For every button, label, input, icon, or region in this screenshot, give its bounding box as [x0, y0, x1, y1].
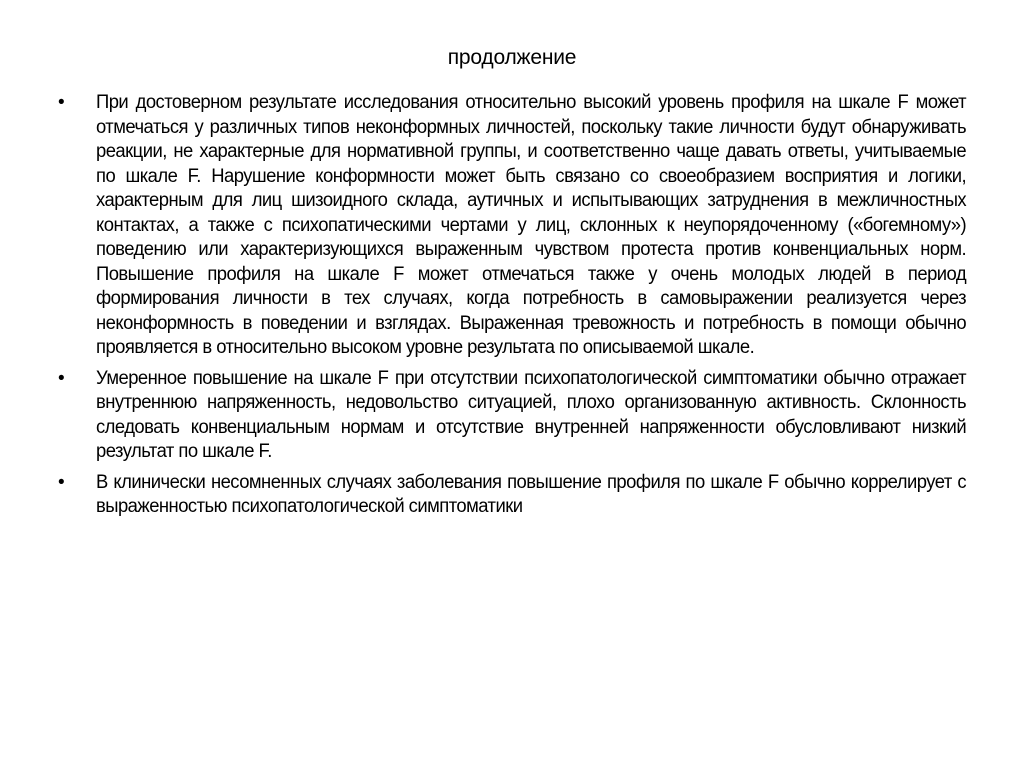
bullet-item-3: [56, 471, 966, 520]
slide-title: продолжение: [447, 46, 577, 69]
bullet-item-2: [56, 367, 966, 465]
bullet-dot-icon: •: [58, 367, 65, 389]
bullet-text: При достоверном результате исследования относительно высокий уровень профиля на шкале F может отмечаться у различных типов неконформных личностей, поскольку такие личности будут обнаруживать реакции, не характерные для нормативной группы, и соответственно чаще давать ответы, учитываемые по шкале F. Нарушение конформности может быть связано со своеобразием восприятия и логики, характерным для лиц шизоидного склада, аутичных и испытывающих затруднения в межличностных контактах, а также с психопатическими чертами у лиц, склонных к неупорядоченному («богемному») поведению или характеризующихся выраженным чувством протеста против конвенциальных норм. Повышение профиля на шкале F может отмечаться также у очень молодых людей в период формирования личности в тех случаях, когда потребность в самовыражении реализуется через неконформность в поведении и взглядах. Выраженная тревожность и потребность в помощи обычно проявляется в относительно высоком уровне результата по описываемой шкале.: [96, 92, 967, 358]
bullet-item-1: [56, 91, 966, 361]
bullet-dot-icon: •: [58, 471, 65, 493]
bullet-text: В клинически несомненных случаях заболевания повышение профиля по шкале F обычно коррелирует с выраженностью психопатологической симптоматики: [96, 471, 967, 517]
bullet-dot-icon: •: [58, 92, 65, 113]
bullet-text: Умеренное повышение на шкале F при отсутствии психопатологической симптоматики обычно отражает внутреннюю напряженность, недовольство ситуацией, плохо организованную активность. Склонность следовать конвенциальным нормам и отсутствие внутренней напряженности обусловливают низкий результат по шкале F.: [96, 367, 967, 462]
bullet-list: [56, 91, 966, 526]
